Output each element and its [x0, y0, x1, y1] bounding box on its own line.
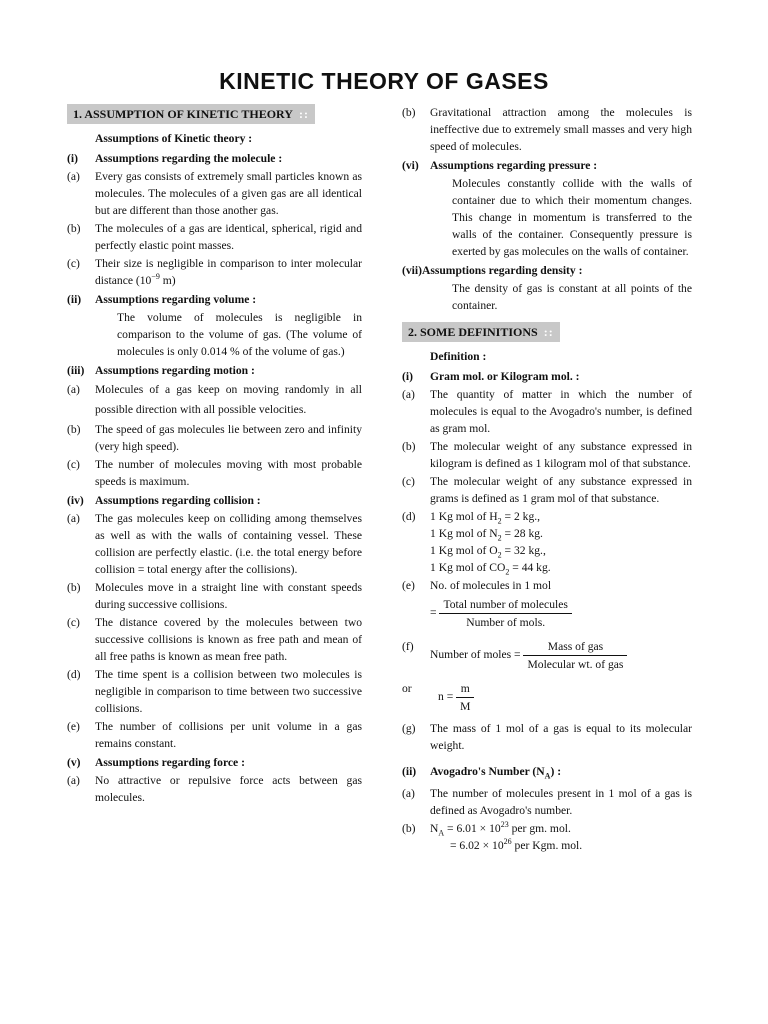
heading-gram-mol: (i) Gram mol. or Kilogram mol. : [402, 370, 580, 383]
list-item: (g) The mass of 1 mol of a gas is equal to its molecular weight. [402, 722, 692, 752]
list-item: (c) Their size is negligible in comparison to inter molecular distance ($10^{-9}$ m) [67, 257, 362, 287]
formula-n: or n = $\frac{m}{M}$ [402, 680, 692, 715]
list-item: (f) Number of moles = $\frac{\text{Mass of gas}}{\text{Molecular wt. of gas}}$ [402, 638, 692, 673]
left-column [67, 104, 362, 807]
section-header-definitions: 2. SOME DEFINITIONS :: [402, 322, 560, 342]
list-item: (a) Every gas consists of extremely small particles known as molecules. The molecules of a given gas are all identical but are different than those another gas. [67, 170, 362, 217]
formula-moles: Number of moles = $\frac{\text{Mass of gas}}{\text{Molecular wt. of gas}}$ [430, 638, 692, 673]
heading-force: (v) Assumptions regarding force : [67, 756, 245, 769]
section-header-assumptions: 1. ASSUMPTION OF KINETIC THEORY :: [67, 104, 315, 124]
kgmol-co2: 1 Kg mol of $CO_2 = 44$ kg. [430, 561, 551, 577]
heading-density: (vii)Assumptions regarding density : [402, 264, 583, 277]
heading-pressure: (vi) Assumptions regarding pressure : [402, 159, 598, 172]
list-item: (b) $N_A = 6.01 \times 10^{23}$ per gm. mol. = $6.02 \times 10^{26}$ per Kgm. mol. [402, 820, 692, 854]
kgmol-n2: 1 Kg mol of $N_2 = 28$ kg. [430, 527, 543, 543]
right-column [402, 104, 692, 855]
definition-heading: Definition : [430, 350, 487, 363]
list-item: (c) The molecular weight of any substance expressed in grams is defined as 1 gram mol of that substance. [402, 475, 692, 505]
page-title: KINETIC THEORY OF GASES [219, 68, 549, 94]
list-item: (b) Gravitational attraction among the molecules is ineffective due to extremely small masses and very high speed of molecules. [402, 106, 692, 153]
avogadro-kgm: = $6.02 \times 10^{26}$ per Kgm. mol. [450, 837, 583, 852]
list-item: (c) The number of molecules moving with most probable speeds is maximum. [67, 458, 362, 488]
list-item: (a) No attractive or repulsive force acts between gas molecules. [67, 774, 362, 804]
kgmol-h2: 1 Kg mol of $H_2 = 2$ kg., [430, 510, 541, 526]
intro-heading: Assumptions of Kinetic theory : [95, 132, 253, 145]
formula-molecules-per-mol: = $\frac{\text{Total number of molecules}}{\text{Number of mols.}}$ [430, 596, 692, 631]
heading-molecule: (i) Assumptions regarding the molecule : [67, 152, 283, 165]
list-item: (c) The distance covered by the molecules between two successive collisions is known as free path and mean of all free paths is known as mean free path. [67, 616, 362, 663]
list-item: (b) The speed of gas molecules lie between zero and infinity (very high speed). [67, 423, 362, 453]
list-item: (b) Molecules move in a straight line with constant speeds during successive collisions. [67, 581, 362, 611]
list-item: (a) The gas molecules keep on colliding among themselves as well as with the walls of containing vessel. These collision are perfectly elastic. (i.e. the total energy before collision = total energy after the collisions). [67, 512, 362, 576]
paragraph-pressure: Molecules constantly collide with the walls of container due to which their momentum changes. This change in momentum is transferred to the walls of the container. Consequently pressure is exerted by gas molecules on the walls of container. [452, 177, 692, 258]
heading-collision: (iv) Assumptions regarding collision : [67, 494, 261, 507]
paragraph-volume: The volume of molecules is negligible in comparison to the volume of gas. (The volume of molecules is only 0.014 % of the volume of gas.) [117, 311, 362, 358]
heading-avogadro: (ii) Avogadro's Number $(N_A)$ : [402, 765, 562, 781]
list-item: (a) The quantity of matter in which the number of molecules is equal to the Avogadro's number, is defined as gram mol. [402, 388, 692, 435]
list-item: (e) No. of molecules in 1 mol = $\frac{\text{Total number of molecules}}{\text{Number of mols.}}$ [402, 577, 692, 631]
list-item: (a) The number of molecules present in 1 mol of a gas is defined as Avogadro's number. [402, 787, 692, 817]
heading-motion: (iii) Assumptions regarding motion : [67, 364, 255, 377]
list-item: (b) The molecules of a gas are identical, spherical, rigid and perfectly elastic point masses. [67, 222, 362, 252]
avogadro-gm: $N_A = 6.01 \times 10^{23}$ per gm. mol. [430, 820, 571, 838]
kgmol-o2: 1 Kg mol of $O_2 = 32$ kg., [430, 544, 546, 560]
paragraph-density: The density of gas is constant at all points of the container. [452, 282, 692, 312]
list-item: (e) The number of collisions per unit volume in a gas remains constant. [67, 720, 362, 750]
list-item: (d) 1 Kg mol of $H_2 = 2$ kg., 1 Kg mol of $N_2 = 28$ kg. 1 Kg mol of $O_2 = 32$ kg., 1 Kg mol of $CO_2 = 44$ kg. [402, 508, 692, 576]
list-item: (a) Molecules of a gas keep on moving randomly in all possible direction with all possible velocities. [67, 383, 362, 416]
heading-volume: (ii) Assumptions regarding volume : [67, 293, 257, 306]
list-item: (d) The time spent is a collision between two molecules is negligible in comparison to time between two successive collisions. [67, 668, 362, 715]
list-item: (b) The molecular weight of any substance expressed in kilogram is defined as 1 kilogram mol of that substance. [402, 440, 692, 470]
